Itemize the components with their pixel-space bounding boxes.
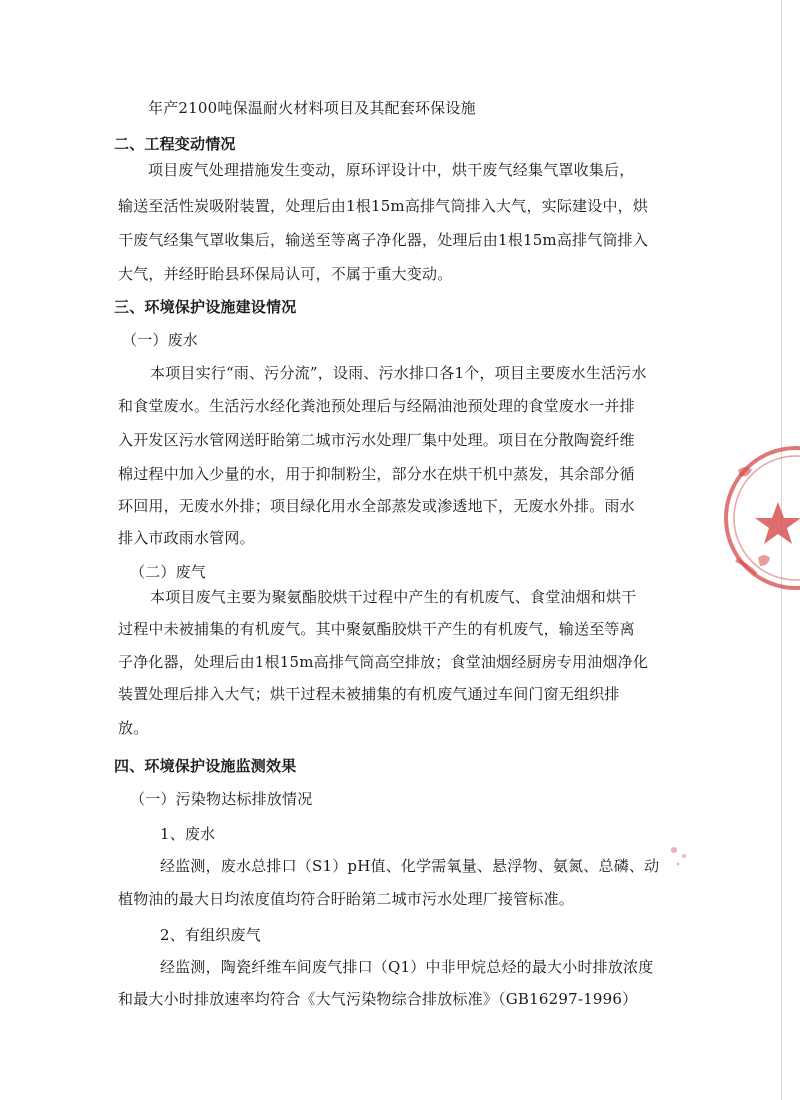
exhaust-line-5: 放。 <box>118 719 149 737</box>
exhaust-line-4: 装置处理后排入大气；烘干过程未被捕集的有机废气通过车间门窗无组织排 <box>118 685 620 703</box>
section2-line-2: 输送至活性炭吸附装置，处理后由1根15m高排气筒排入大气，实际建设中，烘 <box>118 197 649 215</box>
section2-line-4: 大气，并经盱眙县环保局认可，不属于重大变动。 <box>118 265 453 283</box>
wastewater-line-5: 环回用，无废水外排；项目绿化用水全部蒸发或渗透地下，无废水外排。雨水 <box>118 497 635 515</box>
wastewater-line-2: 和食堂废水。生活污水经化粪池预处理后与经隔油池预处理的食堂废水一并排 <box>118 397 635 415</box>
wastewater-line-1: 本项目实行“雨、污分流”，设雨、污水排口各1个，项目主要废水生活污水 <box>150 364 647 382</box>
monitoring-exhaust-line-2: 和最大小时排放速率均符合《大气污染物综合排放标准》（GB16297-1996） <box>118 990 638 1008</box>
monitoring-wastewater-line-1: 经监测，废水总排口（S1）pH值、化学需氧量、悬浮物、氨氮、总磷、动 <box>160 857 660 875</box>
section3-sub1-heading: （一）废水 <box>122 331 199 349</box>
ink-smudge-icon <box>664 842 704 872</box>
section2-line-3: 干废气经集气罩收集后，输送至等离子净化器，处理后由1根15m高排气筒排入 <box>118 231 649 249</box>
section4-heading: 四、环境保护设施监测效果 <box>114 757 297 775</box>
monitoring-exhaust-line-1: 经监测，陶瓷纤维车间废气排口（Q1）中非甲烷总烃的最大小时排放浓度 <box>160 958 654 976</box>
section2-heading: 二、工程变动情况 <box>114 135 236 153</box>
intro-line: 年产2100吨保温耐火材料项目及其配套环保设施 <box>148 99 476 117</box>
exhaust-line-3: 子净化器，处理后由1根15m高排气筒高空排放；食堂油烟经厨房专用油烟净化 <box>118 653 649 671</box>
section4-item1-heading: 1、废水 <box>160 825 216 843</box>
exhaust-line-1: 本项目废气主要为聚氨酯胶烘干过程中产生的有机废气、食堂油烟和烘干 <box>150 588 637 606</box>
wastewater-line-6: 排入市政雨水管网。 <box>118 529 255 547</box>
wastewater-line-4: 棉过程中加入少量的水，用于抑制粉尘，部分水在烘干机中蒸发，其余部分循 <box>118 465 635 483</box>
section3-sub2-heading: （二）废气 <box>130 563 207 581</box>
monitoring-wastewater-line-2: 植物油的最大日均浓度值均符合盱眙第二城市污水处理厂接管标准。 <box>118 890 575 908</box>
exhaust-line-2: 过程中未被捕集的有机废气。其中聚氨酯胶烘干产生的有机废气，输送至等离 <box>118 620 635 638</box>
section4-sub1-heading: （一）污染物达标排放情况 <box>130 790 313 808</box>
section4-item2-heading: 2、有组织废气 <box>160 926 261 944</box>
wastewater-line-3: 入开发区污水管网送盱眙第二城市污水处理厂集中处理。项目在分散陶瓷纤维 <box>118 431 635 449</box>
section3-heading: 三、环境保护设施建设情况 <box>114 298 297 316</box>
section2-line-1: 项目废气处理措施发生变动，原环评设计中，烘干废气经集气罩收集后， <box>148 161 635 179</box>
red-seal-stamp-icon <box>718 440 800 600</box>
